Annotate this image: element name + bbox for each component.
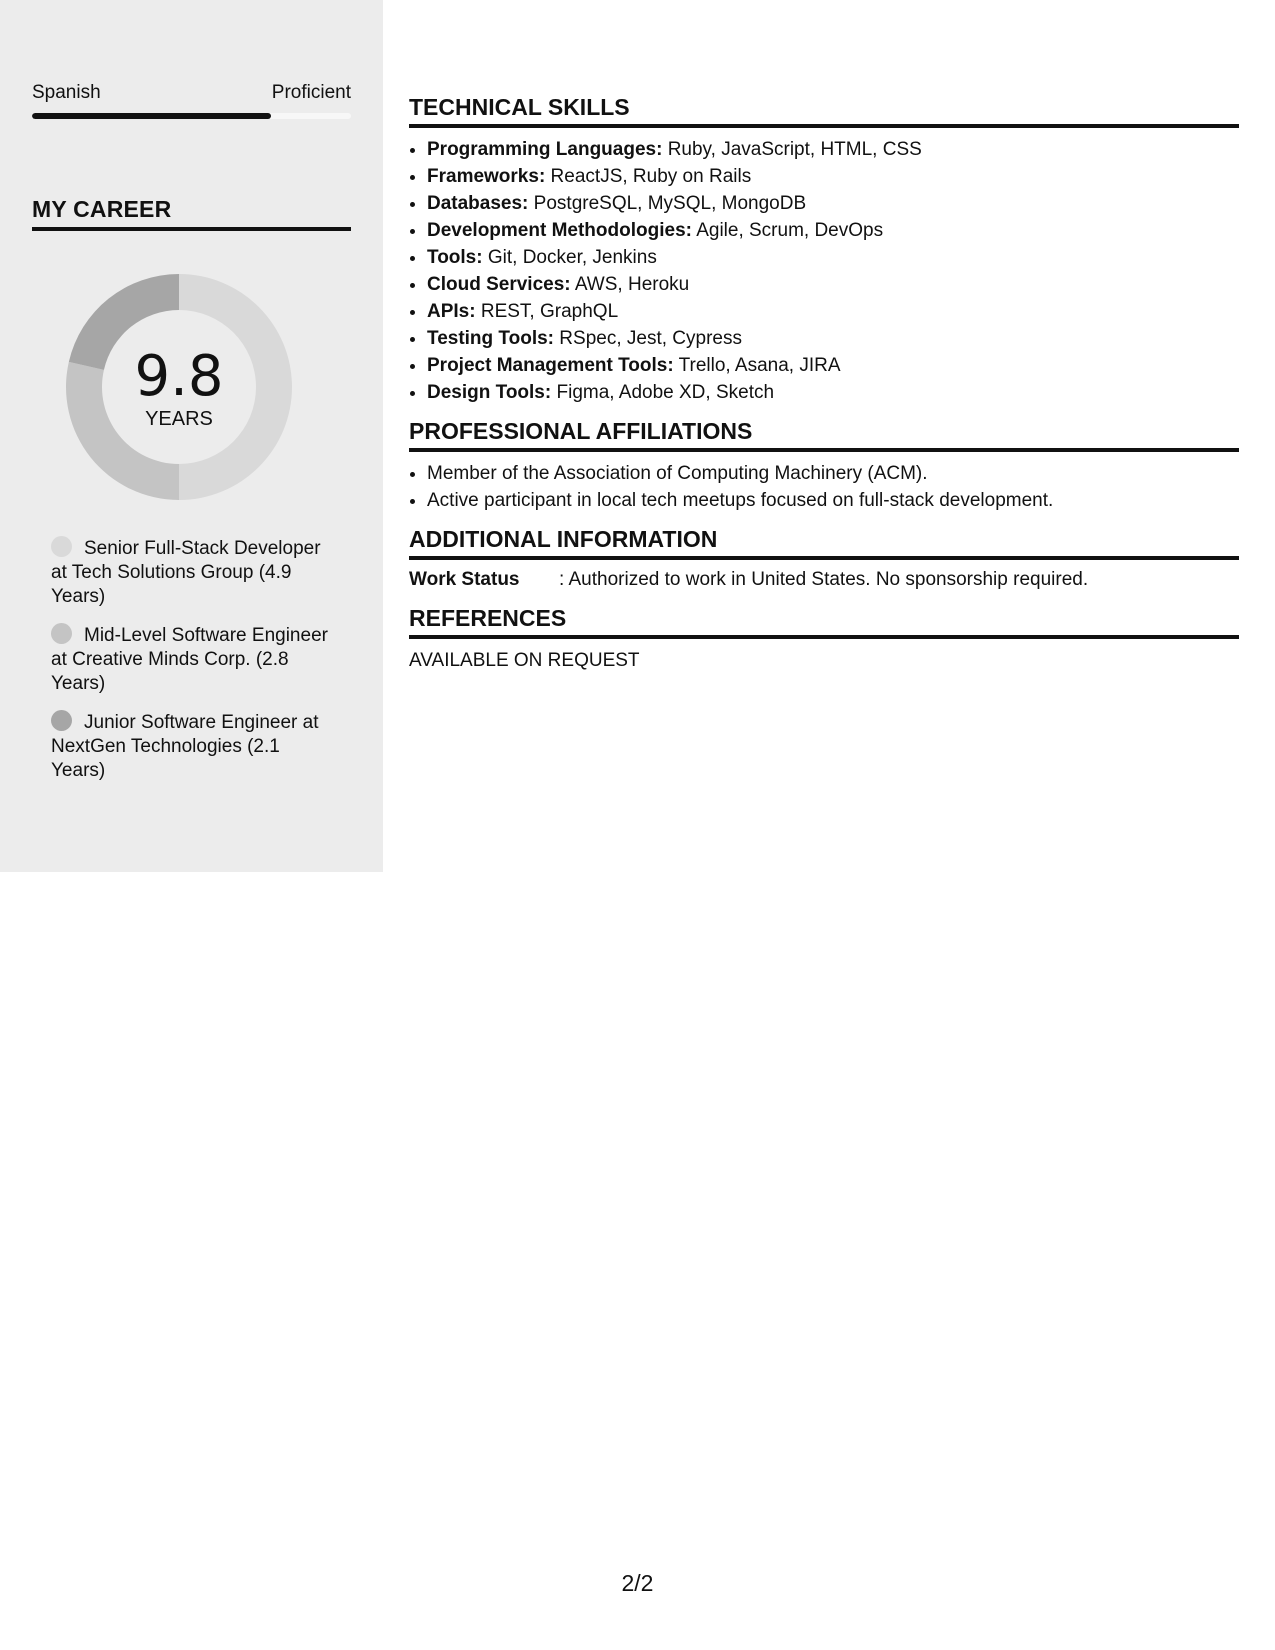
language-row: [32, 82, 351, 104]
list-item: [427, 244, 1239, 271]
career-item-text: Junior Software Engineer at NextGen Technologies (2.1 Years): [51, 712, 319, 781]
career-item: [51, 710, 331, 783]
page-number: 2/2: [621, 1570, 654, 1596]
list-item: • Active participant in local tech meetups focused on full-stack development.: [427, 487, 1239, 514]
donut-center: [66, 274, 292, 500]
donut-total-years: 9.8: [134, 343, 224, 409]
references-text: AVAILABLE ON REQUEST: [409, 650, 640, 671]
section-heading: REFERENCES: [409, 605, 1239, 639]
list-item: • Member of the Association of Computing Machinery (ACM).: [427, 460, 1239, 487]
main-content: [409, 94, 1239, 686]
skill-label: APIs:: [427, 301, 476, 322]
skill-value: RSpec, Jest, Cypress: [554, 328, 742, 349]
list-item: [427, 352, 1239, 379]
skill-label: Tools:: [427, 247, 483, 268]
list-item: [427, 190, 1239, 217]
skills-list: [409, 136, 1239, 406]
list-item: [427, 298, 1239, 325]
skill-value: Agile, Scrum, DevOps: [691, 220, 884, 241]
skill-value: ReactJS, Ruby on Rails: [545, 166, 752, 187]
references-section: [409, 605, 1239, 674]
skill-label: Frameworks:: [427, 166, 546, 187]
skill-value: Figma, Adobe XD, Sketch: [551, 382, 775, 403]
work-status-row: [409, 566, 1239, 593]
career-item: [51, 623, 331, 696]
career-item-text: Mid-Level Software Engineer at Creative Minds Corp. (2.8 Years): [51, 625, 328, 694]
skill-value: AWS, Heroku: [570, 274, 690, 295]
list-item: [427, 325, 1239, 352]
work-status-label: Work Status: [409, 569, 520, 590]
career-item-text: Senior Full-Stack Developer at Tech Solutions Group (4.9 Years): [51, 538, 321, 607]
career-donut-chart: [66, 274, 292, 500]
skill-value: REST, GraphQL: [475, 301, 619, 322]
language-proficiency-bar: [32, 113, 351, 119]
language-proficiency-fill: [32, 113, 271, 119]
section-heading: ADDITIONAL INFORMATION: [409, 526, 1239, 560]
language-level: Proficient: [271, 82, 351, 103]
affiliations-list: [409, 460, 1239, 514]
skill-label: Testing Tools:: [427, 328, 555, 349]
affiliations-section: [409, 418, 1239, 514]
sidebar: [0, 0, 383, 872]
list-item: [427, 271, 1239, 298]
skill-value: Git, Docker, Jenkins: [482, 247, 657, 268]
skill-label: Development Methodologies:: [427, 220, 692, 241]
skill-label: Databases:: [427, 193, 529, 214]
section-heading: TECHNICAL SKILLS: [409, 94, 1239, 128]
skill-value: Trello, Asana, JIRA: [673, 355, 841, 376]
additional-info-section: [409, 526, 1239, 593]
skill-label: Programming Languages:: [427, 139, 663, 160]
legend-dot: [51, 623, 72, 644]
section-heading: PROFESSIONAL AFFILIATIONS: [409, 418, 1239, 452]
donut-unit: YEARS: [145, 407, 213, 430]
skill-label: Project Management Tools:: [427, 355, 674, 376]
career-list: [51, 536, 331, 797]
list-item: [427, 163, 1239, 190]
skill-value: Ruby, JavaScript, HTML, CSS: [662, 139, 922, 160]
career-item: [51, 536, 331, 609]
skill-label: Design Tools:: [427, 382, 552, 403]
list-item: [427, 379, 1239, 406]
legend-dot: [51, 710, 72, 731]
skill-value: PostgreSQL, MySQL, MongoDB: [528, 193, 807, 214]
language-name: Spanish: [32, 82, 101, 103]
list-item: [427, 136, 1239, 163]
career-heading: MY CAREER: [32, 196, 351, 231]
legend-dot: [51, 536, 72, 557]
list-item: [427, 217, 1239, 244]
skill-label: Cloud Services:: [427, 274, 571, 295]
technical-skills-section: [409, 94, 1239, 406]
work-status-value: : Authorized to work in United States. No sponsorship required.: [559, 569, 1089, 590]
